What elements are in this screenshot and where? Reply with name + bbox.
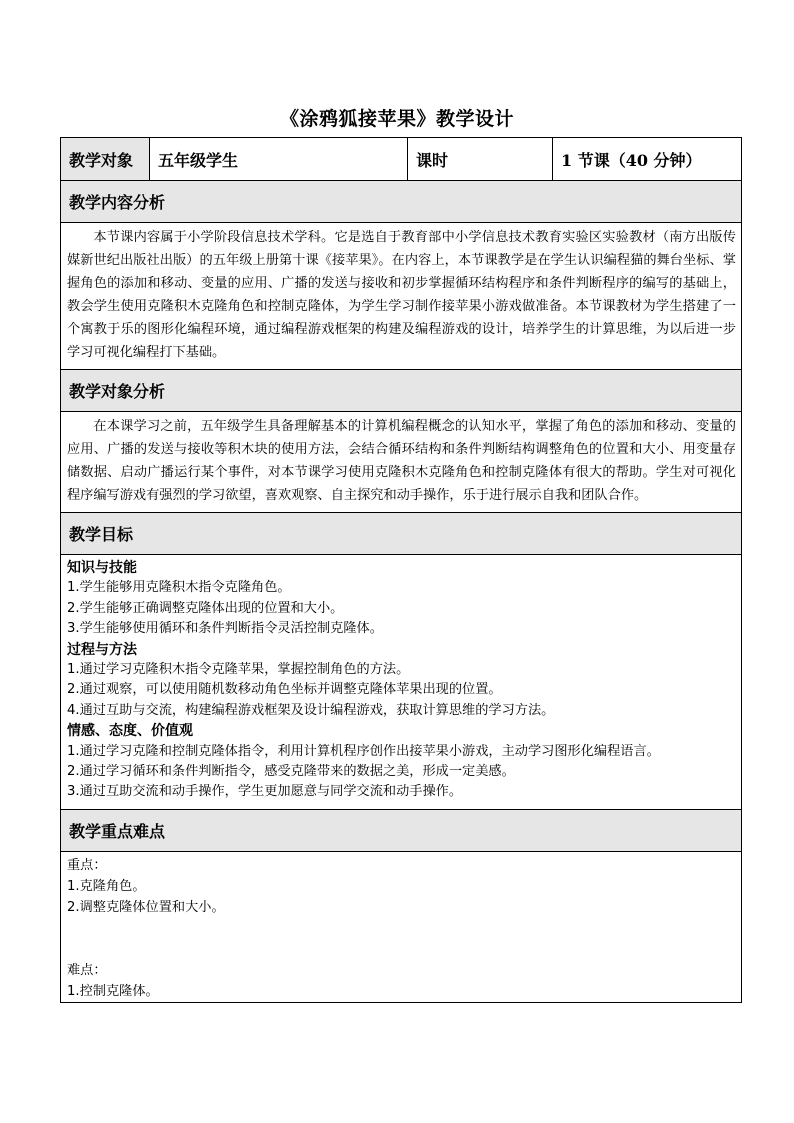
process-heading: 过程与方法	[67, 641, 137, 658]
process-item: 2.通过观察，可以使用随机数移动角色坐标并调整克隆体苹果出现的位置。	[67, 682, 502, 698]
attitude-item: 1.通过学习克隆和控制克隆体指令，利用计算机程序创作出接苹果小游戏，主动学习图形化编程语言。	[67, 743, 660, 759]
document-title: 《涂鸦狐接苹果》教学设计	[279, 108, 514, 130]
knowledge-item: 3.学生能够使用循环和条件判断指令灵活控制克隆体。	[67, 621, 383, 637]
key-item: 1.克隆角色。	[67, 878, 146, 894]
attitude-item: 2.通过学习循环和条件判断指令，感受克隆带来的数据之美，形成一定美感。	[67, 764, 515, 780]
header-row	[61, 138, 742, 181]
attitude-item: 3.通过互助交流和动手操作，学生更加愿意与同学交流和动手操作。	[67, 784, 463, 800]
student-analysis-body-row	[61, 412, 742, 513]
objectives-body-row	[61, 555, 742, 810]
content-analysis-head-row	[61, 181, 742, 223]
content-analysis-heading: 教学内容分析	[61, 181, 742, 223]
key-points-body	[61, 851, 742, 1002]
spacer	[67, 918, 736, 960]
process-item: 4.通过互助与交流，构建编程游戏框架及设计编程游戏，获取计算思维的学习方法。	[67, 702, 555, 718]
hours-label-cell: 课时	[408, 138, 553, 181]
key-item: 2.调整克隆体位置和大小。	[67, 899, 225, 915]
key-points-head-row	[61, 809, 742, 851]
target-value-cell: 五年级学生	[150, 138, 408, 181]
student-analysis-head-row	[61, 370, 742, 412]
key-label: 重点：	[67, 857, 107, 873]
knowledge-heading: 知识与技能	[67, 560, 137, 576]
objectives-heading: 教学目标	[61, 513, 742, 555]
objectives-head-row	[61, 513, 742, 555]
target-label-cell: 教学对象	[61, 138, 150, 181]
lesson-plan-table	[60, 137, 742, 1003]
attitude-heading: 情感、态度、价值观	[67, 723, 193, 740]
difficult-item: 1.控制克隆体。	[67, 983, 159, 999]
key-points-body-row	[61, 851, 742, 1002]
knowledge-item: 1.学生能够用克隆积木指令克隆角色。	[67, 580, 291, 596]
objectives-body	[61, 555, 742, 810]
hours-value-cell: 1 节课（40 分钟）	[553, 138, 742, 181]
content-analysis-text: 本节课内容属于小学阶段信息技术学科。它是选自于教育部中小学信息技术教育实验区实验教材（南方出版传媒新世纪出版社出版）的五年级上册第十课《接苹果》。在内容上，本节课教学是在学生认识编程猫的舞台坐标、掌握角色的添加和移动、变量的应用、广播的发送与接收和初步掌握循环结构程序和条件判断程序的编写的基础上，教会学生使用克隆积木克隆角色和控制克隆体，为学生学习制作接苹果小游戏做准备。本节课教材为学生搭建了一个寓教于乐的图形化编程环境，通过编程游戏框架的构建及编程游戏的设计，培养学生的计算思维，为以后进一步学习可视化编程打下基础。	[61, 223, 742, 370]
process-item: 1.通过学习克隆积木指令克隆苹果，掌握控制角色的方法。	[67, 662, 410, 678]
key-points-heading: 教学重点难点	[61, 809, 742, 851]
difficult-label: 难点：	[67, 962, 107, 978]
knowledge-item: 2.学生能够正确调整克隆体出现的位置和大小。	[67, 600, 344, 616]
student-analysis-text: 在本课学习之前，五年级学生具备理解基本的计算机编程概念的认知水平，掌握了角色的添加和移动、变量的应用、广播的发送与接收等积木块的使用方法，会结合循环结构和条件判断结构调整角色的位置和大小、用变量存储数据、启动广播运行某个事件，对本节课学习使用克隆积木克隆角色和控制克隆体有很大的帮助。学生对可视化程序编写游戏有强烈的学习欲望，喜欢观察、自主探究和动手操作，乐于进行展示自我和团队合作。	[61, 412, 742, 513]
student-analysis-heading: 教学对象分析	[61, 370, 742, 412]
content-analysis-body-row	[61, 223, 742, 370]
